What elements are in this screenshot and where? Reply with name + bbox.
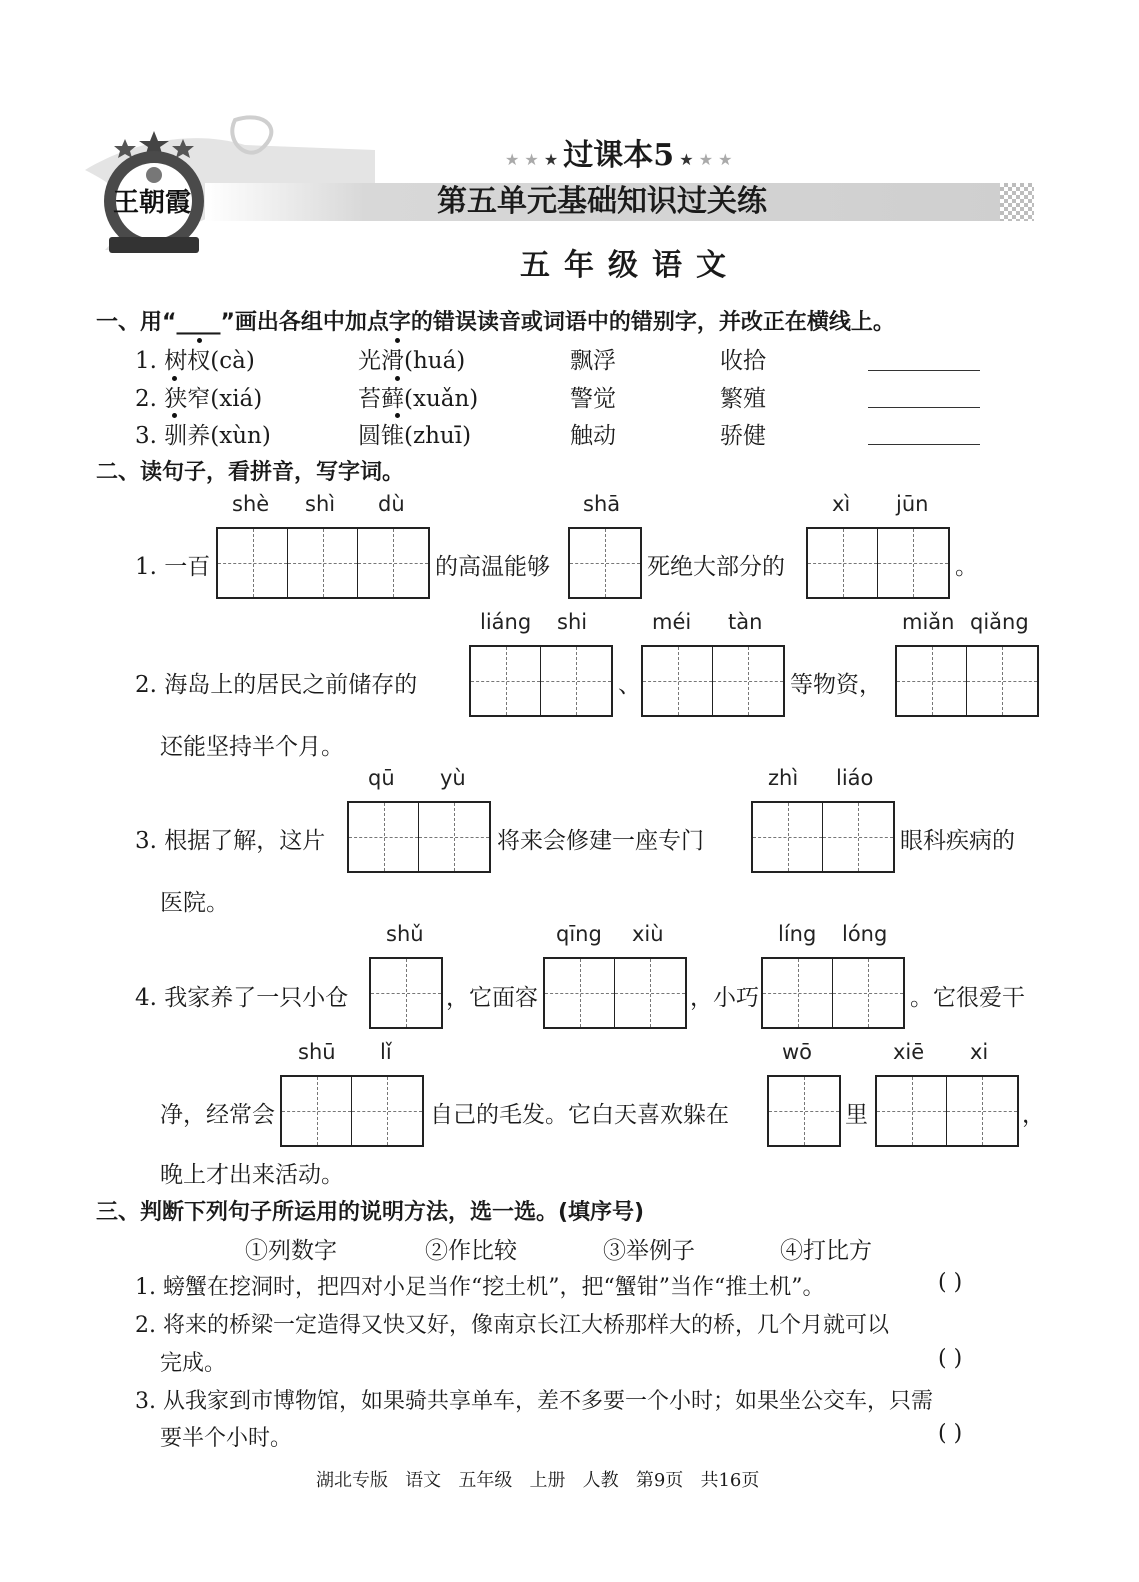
answer-grid[interactable] [469,645,613,717]
pinyin: shū [298,1040,336,1064]
answer-line-2[interactable] [868,407,980,408]
sentence-text: 、 [618,672,641,698]
q3-heading: 三、判断下列句子所运用的说明方法，选一选。(填序号) [96,1200,645,1225]
answer-line-3[interactable] [868,444,980,445]
option: ④打比方 [780,1238,872,1264]
q3-item-3: 3. 从我家到市博物馆，如果骑共享单车，差不多要一个小时；如果坐公交车，只需 [135,1389,933,1414]
checker-pattern [1000,183,1034,221]
pinyin: tàn [728,610,763,634]
lesson-label [505,130,733,173]
pinyin: shì [305,492,336,516]
pinyin: jūn [896,492,929,516]
q3-item-3-cont: 要半个小时。 [160,1426,293,1451]
sentence-text: 3. 根据了解，这片 [135,828,326,854]
answer-grid[interactable] [895,645,1039,717]
sentence-text: ，它面容 [446,985,538,1011]
pinyin: dù [378,492,405,516]
q1-heading: 一、用“____”画出各组中加点字的错误读音或词语中的错别字，并改正在横线上。 [96,310,895,335]
logo-text: 王朝霞 [113,188,192,218]
answer-grid[interactable] [751,801,895,873]
answer-paren[interactable]: ( ) [938,1346,963,1371]
pinyin: xiù [632,922,664,946]
pinyin: shǔ [386,922,424,946]
pinyin: xì [832,492,851,516]
answer-paren[interactable]: ( ) [938,1421,963,1446]
sentence-text: 。 [955,554,978,580]
pinyin: liáng [480,610,532,634]
sentence-text: 自己的毛发。它白天喜欢躲在 [430,1102,729,1128]
q3-item-2-cont: 完成。 [160,1351,227,1376]
q1-row-2-c: 警觉 [570,386,616,412]
star-icon: ★ ★ [698,150,733,169]
answer-grid[interactable] [347,801,491,873]
sentence-text: 眼科疾病的 [900,828,1015,854]
pinyin: shi [557,610,588,634]
sentence-text: 2. 海岛上的居民之前储存的 [135,672,418,698]
answer-line-1[interactable] [868,370,980,371]
pinyin: zhì [768,766,799,790]
pinyin: xiē [893,1040,925,1064]
star-icon: ★ [679,150,694,169]
q1-row-1-d: 收拾 [720,348,766,374]
pinyin: wō [782,1040,813,1064]
q1-row-3-c: 触动 [570,423,616,449]
answer-grid[interactable] [641,645,785,717]
pinyin: shè [232,492,270,516]
option: ①列数字 [245,1238,337,1264]
answer-grid[interactable] [767,1075,841,1147]
sentence-text: ， [1022,1102,1045,1128]
q1-row-3-a: 3. 驯养(xùn) [135,423,271,449]
sentence-text: 医院。 [160,890,229,916]
answer-grid[interactable] [369,957,443,1029]
option: ②作比较 [425,1238,517,1264]
q1-row-3-b: 圆锥(zhuī) [358,423,472,449]
pinyin: liáo [836,766,874,790]
q3-item-2: 2. 将来的桥梁一定造得又快又好，像南京长江大桥那样大的桥，几个月就可以 [135,1313,889,1338]
pinyin: lóng [842,922,888,946]
pinyin: yù [440,766,466,790]
page-title: 第五单元基础知识过关练 [437,184,767,219]
sentence-text: 晚上才出来活动。 [160,1162,344,1188]
q1-row-3-d: 骄健 [720,423,766,449]
answer-grid[interactable] [875,1075,1019,1147]
sentence-text: 4. 我家养了一只小仓 [135,985,349,1011]
pinyin: miǎn [902,610,955,634]
pinyin: shā [583,492,621,516]
pinyin: xi [970,1040,989,1064]
answer-grid[interactable] [806,527,950,599]
q1-row-2-b: 苔藓(xuǎn) [358,386,479,412]
sentence-text: 。它很爱干 [910,985,1025,1011]
page-footer: 湖北专版 语文 五年级 上册 人教 第9页 共16页 [316,1470,760,1491]
emphasis-dot [395,338,400,343]
q1-row-1-c: 飘浮 [570,348,616,374]
sentence-text: 的高温能够 [435,554,550,580]
pinyin: lǐ [380,1040,392,1064]
sentence-text: 死绝大部分的 [647,554,785,580]
sentence-text: 还能坚持半个月。 [160,734,344,760]
q1-row-1-b: 光滑(huá) [358,348,466,374]
pinyin: qiǎng [970,610,1029,634]
q1-row-1-a: 1. 树杈(cà) [135,348,255,374]
sentence-text: 净，经常会 [160,1102,275,1128]
answer-grid[interactable] [216,527,430,599]
sentence-text: ，小巧 [690,985,759,1011]
sentence-text: 将来会修建一座专门 [497,828,704,854]
emphasis-dot [172,413,177,418]
page-subtitle: 五年级语文 [520,248,740,283]
q1-row-2-a: 2. 狭窄(xiá) [135,386,263,412]
pinyin: méi [652,610,692,634]
emphasis-dot [172,376,177,381]
pinyin: qīng [556,922,602,946]
q2-heading: 二、读句子，看拼音，写字词。 [96,460,405,485]
answer-grid[interactable] [761,957,905,1029]
pinyin: qū [368,766,395,790]
lesson-text: 过课本5 [563,138,675,173]
star-icon: ★ [543,150,559,169]
answer-grid[interactable] [543,957,687,1029]
answer-paren[interactable]: ( ) [938,1270,963,1295]
option: ③举例子 [603,1238,695,1264]
sentence-text: 里 [845,1102,868,1128]
emphasis-dot [395,376,400,381]
pinyin: líng [778,922,817,946]
sentence-text: 等物资， [790,672,882,698]
emphasis-dot [197,338,202,343]
q3-item-1: 1. 螃蟹在挖洞时，把四对小足当作“挖土机”，把“蟹钳”当作“推土机”。 [135,1275,825,1300]
answer-grid[interactable] [280,1075,424,1147]
q1-row-2-d: 繁殖 [720,386,766,412]
sentence-text: 1. 一百 [135,554,211,580]
emphasis-dot [395,413,400,418]
star-icon: ★ ★ [505,150,544,169]
answer-grid[interactable] [568,527,642,599]
